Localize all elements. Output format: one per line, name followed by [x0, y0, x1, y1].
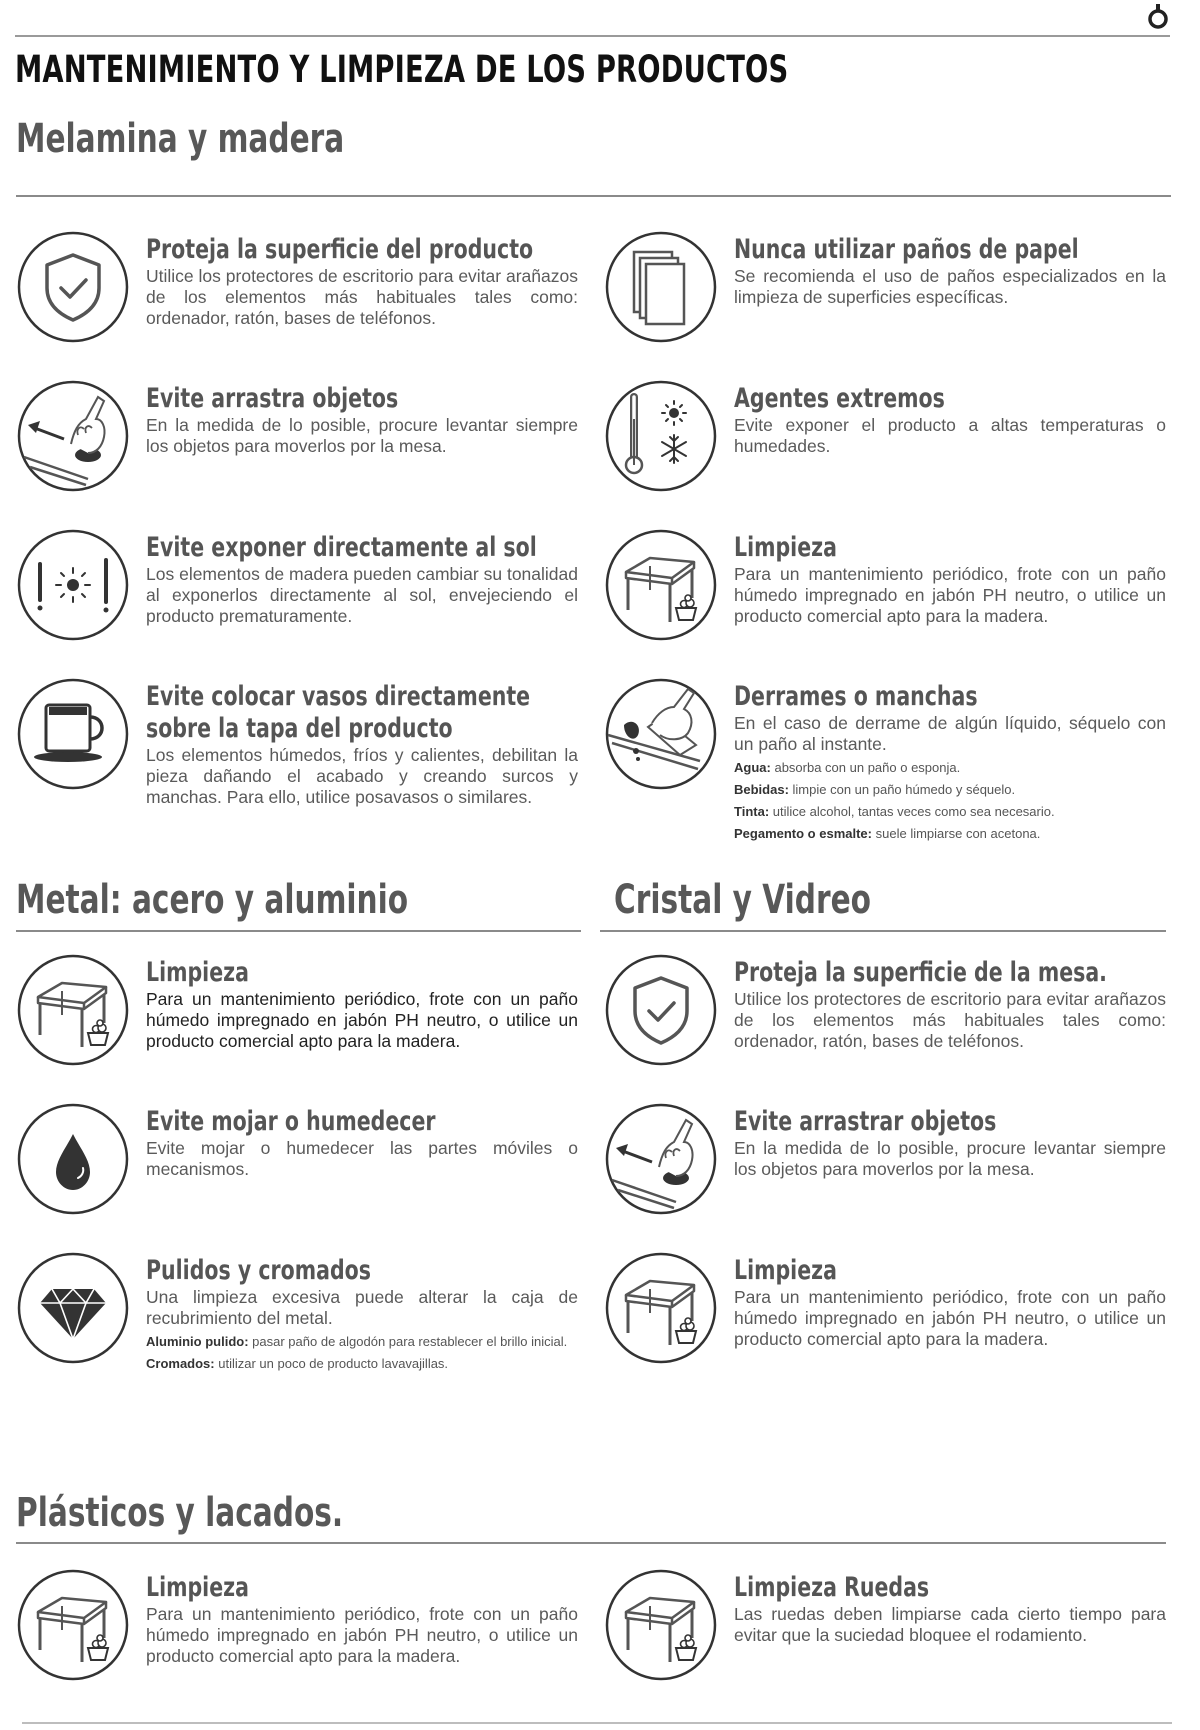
item-body: Las ruedas deben limpiarse cada cierto tiempo para evitar que la suciedad bloquee el rodamiento. [734, 1604, 1166, 1645]
section-title-metal: Metal: acero y aluminio [16, 877, 409, 923]
shield-check-icon [604, 953, 718, 1067]
item-body: Para un mantenimiento periódico, frote con un paño húmedo impregnado en jabón PH neutro, o utilice un producto comercial apto para la madera. [734, 564, 1166, 626]
shield-check-icon [16, 230, 130, 344]
item-title: Agentes extremos [734, 383, 945, 414]
table-cleaning-icon [604, 1251, 718, 1365]
hand-drag-icon [16, 379, 130, 493]
item-title: Nunca utilizar paños de papel [734, 234, 1079, 265]
note-item: Cromados: utilizar un poco de producto lavavajillas. [146, 1356, 449, 1371]
item-body: Los elementos de madera pueden cambiar su tonalidad al exponerlos directamente al sol, envejeciendo el producto prematuramente. [146, 564, 578, 626]
section-title-cristal: Cristal y Vidreo [614, 877, 871, 923]
note-item: Tinta: utilice alcohol, tantas veces como sea necesario. [734, 804, 1055, 819]
item-body: Para un mantenimiento periódico, frote con un paño húmedo impregnado en jabón PH neutro, o utilice un producto comercial apto para la madera. [734, 1287, 1166, 1349]
notes-list [146, 1331, 578, 1375]
hand-drag-icon [604, 1102, 718, 1216]
item-title: Limpieza [146, 1572, 249, 1603]
section-title-melamina: Melamina y madera [16, 116, 345, 162]
section-rule [16, 195, 1171, 197]
item-body: Evite exponer el producto a altas temperaturas o humedades. [734, 415, 1166, 456]
note-item: Pegamento o esmalte: suele limpiarse con acetona. [734, 826, 1041, 841]
section-rule [600, 930, 1166, 932]
item-title: Derrames o manchas [734, 681, 978, 712]
brand-logo-icon [1145, 3, 1171, 29]
item-title: Evite mojar o humedecer [146, 1106, 436, 1137]
notes-list [734, 757, 1166, 845]
item-body: Evite mojar o humedecer las partes móviles o mecanismos. [146, 1138, 578, 1179]
note-item: Agua: absorba con un paño o esponja. [734, 760, 961, 775]
section-title-plasticos: Plásticos y lacados. [16, 1490, 344, 1536]
item-title: Pulidos y cromados [146, 1255, 371, 1286]
item-title: Proteja la superficie del producto [146, 234, 534, 265]
item-title: Limpieza [734, 532, 837, 563]
diamond-icon [16, 1251, 130, 1365]
item-title: Limpieza [146, 957, 249, 988]
note-item: Aluminio pulido: pasar paño de algodón para restablecer el brillo inicial. [146, 1334, 568, 1349]
item-body: Utilice los protectores de escritorio para evitar arañazos de los elementos más habituales tales como: ordenador, ratón, bases de teléfonos. [734, 989, 1166, 1051]
item-title: Limpieza [734, 1255, 837, 1286]
item-body: Para un mantenimiento periódico, frote con un paño húmedo impregnado en jabón PH neutro, o utilice un producto comercial apto para la madera. [146, 989, 578, 1051]
table-cleaning-icon [16, 1568, 130, 1682]
item-body: En la medida de lo posible, procure levantar siempre los objetos para moverlos por la mesa. [146, 415, 578, 456]
sun-warning-icon [16, 528, 130, 642]
table-cleaning-icon [16, 953, 130, 1067]
water-drop-icon [16, 1102, 130, 1216]
item-title: Proteja la superficie de la mesa. [734, 957, 1107, 988]
item-title: Evite arrastrar objetos [734, 1106, 997, 1137]
spill-wipe-icon [604, 677, 718, 791]
item-title: Evite exponer directamente al sol [146, 532, 537, 563]
item-body: Para un mantenimiento periódico, frote con un paño húmedo impregnado en jabón PH neutro, o utilice un producto comercial apto para la madera. [146, 1604, 578, 1666]
item-body: En el caso de derrame de algún líquido, séquelo con un paño al instante. [734, 713, 1166, 754]
coffee-cup-icon [16, 677, 130, 791]
item-body: Los elementos húmedos, fríos y calientes, debilitan la pieza dañando el acabado y creando surcos y manchas. Para ello, utilice posavasos o similares. [146, 745, 578, 807]
table-cleaning-icon [604, 528, 718, 642]
item-body: Utilice los protectores de escritorio para evitar arañazos de los elementos más habituales tales como: ordenador, ratón, bases de teléfonos. [146, 266, 578, 328]
thermometer-icon [604, 379, 718, 493]
section-rule [16, 930, 581, 932]
item-title: Limpieza Ruedas [734, 1572, 930, 1603]
item-body: Una limpieza excesiva puede alterar la caja de recubrimiento del metal. [146, 1287, 578, 1328]
paper-sheets-icon [604, 230, 718, 344]
bottom-rule [22, 1722, 1172, 1724]
item-title: Evite arrastra objetos [146, 383, 399, 414]
table-cleaning-icon [604, 1568, 718, 1682]
section-rule [16, 1542, 1166, 1544]
item-body: Se recomienda el uso de paños especializados en la limpieza de superficies específicas. [734, 266, 1166, 307]
item-title: Evite colocar vasos directamente sobre la tapa del producto [146, 681, 531, 744]
note-item: Bebidas: limpie con un paño húmedo y séquelo. [734, 782, 1016, 797]
page-title: MANTENIMIENTO Y LIMPIEZA DE LOS PRODUCTOS [15, 48, 789, 91]
item-body: En la medida de lo posible, procure levantar siempre los objetos para moverlos por la mesa. [734, 1138, 1166, 1179]
top-rule [15, 35, 1170, 37]
